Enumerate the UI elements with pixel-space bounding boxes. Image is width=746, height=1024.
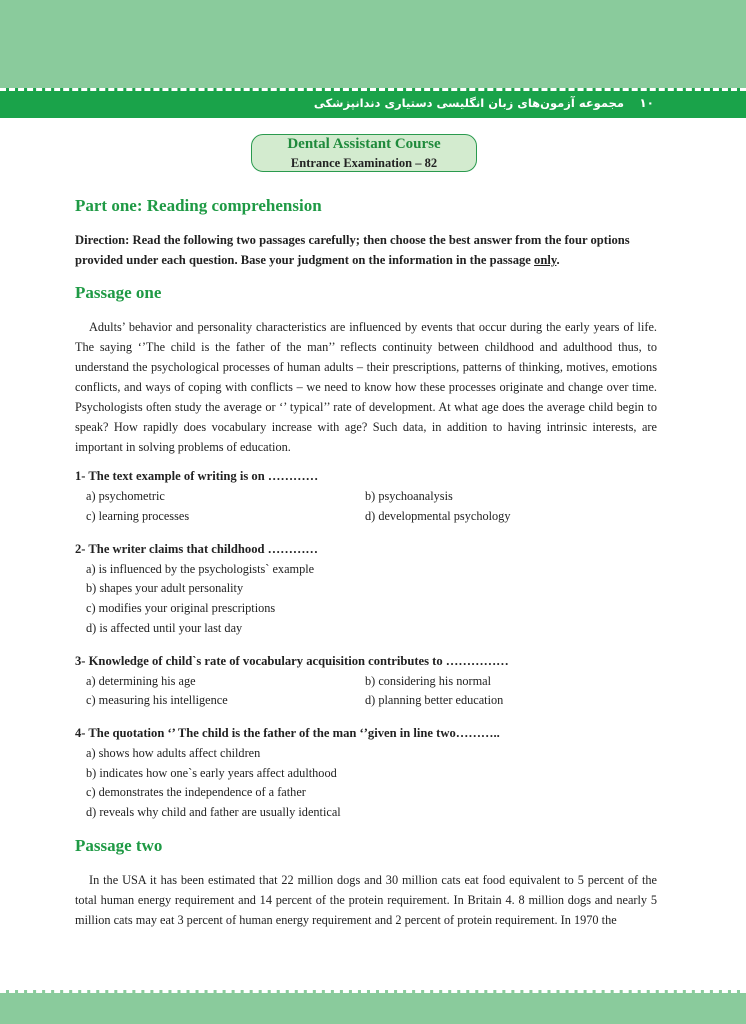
question-2-option-c: c) modifies your original prescriptions (86, 601, 276, 615)
direction-end: . (556, 253, 560, 267)
direction-underlined: only (534, 253, 557, 267)
question-1-option-c: c) learning processes (86, 509, 190, 523)
header-bar (0, 88, 746, 118)
passage-one-heading: Passage one (75, 283, 162, 302)
exam-title: Dental Assistant Course (287, 136, 441, 152)
question-3-option-b: b) considering his normal (365, 674, 492, 688)
question-1-option-a: a) psychometric (86, 489, 165, 503)
exam-subtitle: Entrance Examination – 82 (290, 156, 438, 170)
question-2: 2- The writer claims that childhood ………… (75, 542, 319, 556)
bottom-band (0, 990, 746, 1024)
question-2-option-a: a) is influenced by the psychologists` example (86, 562, 315, 576)
book-title: مجموعه آزمون‌های زبان انگلیسی دستیاری دندانپزشکی (313, 96, 624, 110)
question-3: 3- Knowledge of child`s rate of vocabulary acquisition contributes to …………… (75, 654, 509, 668)
question-3-option-a: a) determining his age (86, 674, 196, 688)
passage-two-heading: Passage two (75, 836, 163, 855)
top-band (0, 0, 746, 88)
passage-two-text: In the USA it has been estimated that 22 million dogs and 30 million cats eat food equivalent to 5 percent of the total human energy requirement and 14 percent of the protein requirement. In Britain 4. 8 million dogs and nearly 5 million cats may eat 3 percent of human energy requirement and 2 percent of protein requirement. In 1970 the (75, 873, 657, 927)
question-2-option-b: b) shapes your adult personality (86, 581, 244, 595)
question-2-option-d: d) is affected until your last day (86, 621, 243, 635)
question-4-option-c: c) demonstrates the independence of a father (86, 785, 306, 799)
question-1-option-d: d) developmental psychology (365, 509, 511, 523)
question-1: 1- The text example of writing is on ………… (75, 469, 319, 483)
passage-one-text: Adults’ behavior and personality characteristics are influenced by events that occur during the early years of life. The saying ‘’The child is the father of the man’’ reflects continuity between childhood and adulthood thus, to understand the psychological processes of human adults – their prescriptions, patterns of thinking, motives, emotions conflicts, and ways of coping with conflicts – we need to know how these processes originate and change over time. Psychologists often study the average or ‘’ typical’’ rate of development. At what age does the average child begin to speak? How rapidly does vocabulary increase with age? Such data, in addition to having intrinsic interests, are important in solving problems of education. (75, 320, 657, 454)
part-one-heading: Part one: Reading comprehension (75, 196, 322, 215)
question-4-option-d: d) reveals why child and father are usually identical (86, 805, 341, 819)
question-4-option-a: a) shows how adults affect children (86, 746, 261, 760)
direction-text (75, 230, 657, 270)
question-3-option-c: c) measuring his intelligence (86, 693, 228, 707)
question-3-option-d: d) planning better education (365, 693, 504, 707)
question-4: 4- The quotation ‘’ The child is the father of the man ‘’given in line two……….. (75, 726, 500, 740)
question-1-option-b: b) psychoanalysis (365, 489, 453, 503)
page-number: ۱۰ (639, 96, 654, 110)
question-4-option-b: b) indicates how one`s early years affect adulthood (86, 766, 337, 780)
direction-text-main: Direction: Read the following two passages carefully; then choose the best answer from the four options provided under each question. Base your judgment on the information in the passage (75, 233, 630, 267)
exam-title-box (251, 134, 477, 172)
